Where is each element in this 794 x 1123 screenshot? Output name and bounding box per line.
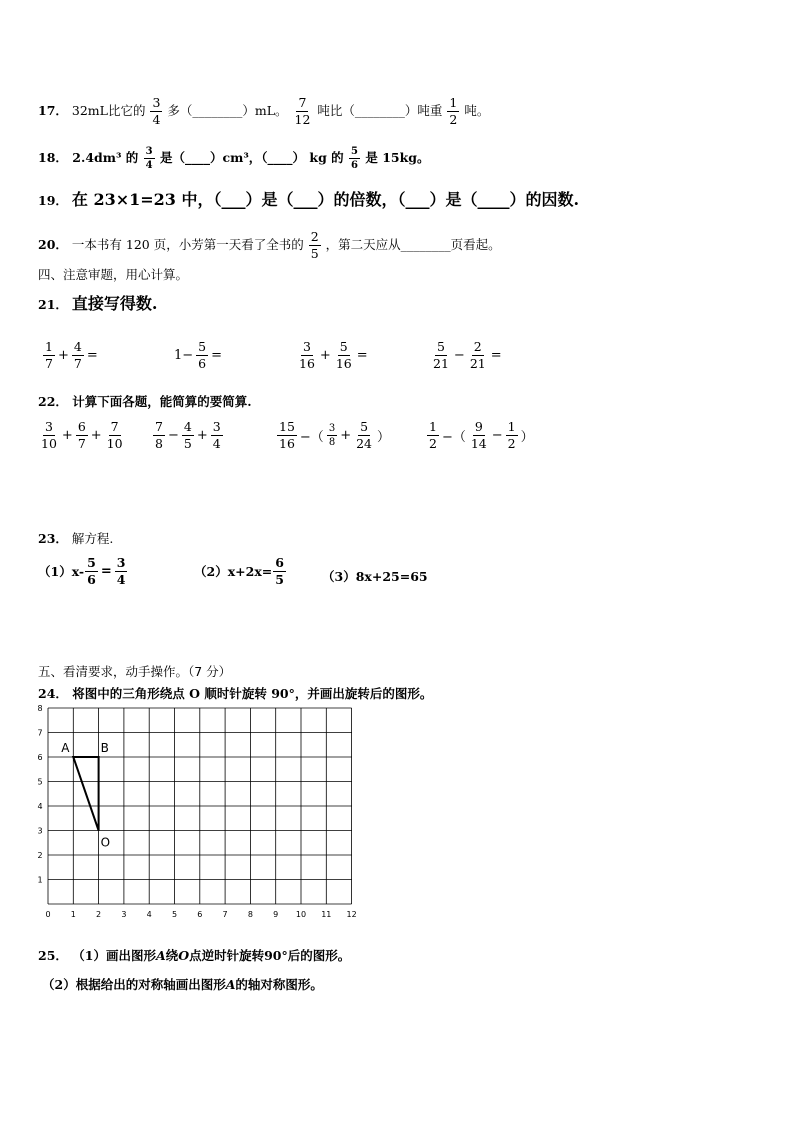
q17-text-2: 多（________）mL。: [167, 102, 288, 118]
coordinate-grid: [30, 704, 370, 932]
equals-sign: =: [86, 347, 98, 363]
fraction: $\frac{3}{16}$: [299, 339, 315, 371]
operator: −（: [299, 429, 324, 445]
x-tick-label: 0: [45, 910, 51, 919]
equation-lead: （1）x-: [38, 564, 85, 580]
q21-item-4: [430, 340, 504, 371]
operator: +: [57, 347, 69, 363]
q22-expr-3: [276, 420, 392, 451]
equals-sign: =: [490, 347, 502, 363]
question-number: 19．: [38, 193, 68, 208]
operator: −: [167, 427, 179, 443]
q18-text-1: 2.4dm³ 的: [72, 150, 139, 165]
fraction: $\frac{1}{2}$: [449, 95, 458, 127]
y-tick-label: 4: [37, 802, 43, 811]
x-tick-label: 10: [295, 910, 307, 919]
question-24: [38, 688, 432, 701]
fraction: $\frac{3}{8}$: [328, 422, 336, 448]
fraction: $\frac{3}{4}$: [212, 419, 221, 451]
equals-sign: =: [211, 347, 223, 363]
fraction: $\frac{5}{6}$: [198, 339, 207, 371]
fraction: $\frac{9}{14}$: [470, 419, 487, 451]
q22-expr-1: [38, 420, 126, 451]
operator: +: [90, 427, 102, 443]
q23-equation-2: [194, 556, 287, 587]
question-17: [38, 96, 489, 127]
question-number: 22．: [38, 394, 68, 409]
question-number: 20．: [38, 236, 68, 252]
fraction: $\frac{3}{4}$: [116, 555, 126, 587]
operator: −: [491, 427, 503, 443]
q21-title: 直接写得数.: [71, 294, 158, 313]
section-5-heading: 五、看清要求，动手操作。（7 分）: [38, 664, 232, 679]
fraction: $\frac{5}{6}$: [87, 555, 96, 587]
q25-text-1: （1）画出图形: [72, 948, 156, 963]
q22-title: 计算下面各题，能简算的要简算.: [72, 394, 252, 409]
q20-text-1: 一本书有 120 页，小芳第一天看了全书的: [71, 236, 304, 252]
x-tick-label: 6: [197, 910, 203, 919]
x-tick-label: 3: [121, 910, 127, 919]
question-number: 17．: [38, 102, 68, 118]
q25-part2-text-1: （2）根据给出的对称轴画出图形: [42, 977, 226, 992]
q22-expr-2: [152, 420, 224, 451]
fraction: $\frac{1}{7}$: [45, 339, 53, 371]
section-4-heading: 四、注意审题，用心计算。: [38, 267, 189, 282]
x-tick-label: 11: [321, 910, 332, 919]
y-axis-labels: [37, 704, 42, 885]
q19-text: 在 23×1=23 中，（___）是（___）的倍数，（___）是（____）的因数.: [71, 190, 580, 209]
fraction: $\frac{7}{8}$: [155, 419, 163, 451]
grid-lines: [48, 708, 352, 904]
fraction: $\frac{5}{21}$: [433, 339, 449, 371]
x-tick-label: 4: [146, 910, 152, 919]
fraction: $\frac{5}{24}$: [356, 419, 372, 451]
operator: +: [340, 427, 352, 443]
fraction: $\frac{3}{4}$: [152, 95, 161, 127]
q17-text-3: 吨比（________）吨重: [317, 102, 443, 118]
x-tick-label: 1: [70, 910, 76, 919]
fraction: $\frac{5}{16}$: [335, 339, 352, 371]
equation-text: （3）8x+25=65: [322, 569, 428, 584]
x-tick-label: 5: [171, 910, 178, 919]
figure-label-A: A: [155, 948, 166, 963]
q25-text-3: 点逆时针旋转90°后的图形。: [189, 948, 351, 963]
question-22: [38, 396, 252, 409]
question-21: [38, 296, 157, 312]
x-tick-label: 8: [247, 910, 253, 919]
question-number: 21．: [38, 297, 68, 312]
fraction: $\frac{2}{5}$: [310, 229, 319, 261]
question-19: [38, 192, 579, 208]
question-number: 25．: [38, 948, 68, 963]
equals-sign: =: [100, 563, 112, 579]
operator: −（: [441, 429, 466, 445]
point-label-O: O: [178, 948, 190, 963]
fraction: $\frac{3}{4}$: [145, 146, 153, 171]
close-paren: ）: [520, 429, 534, 445]
close-paren: ）: [377, 429, 391, 445]
fraction: $\frac{1}{2}$: [429, 419, 437, 451]
point-label-A: A: [61, 741, 70, 755]
operator: +: [61, 427, 73, 443]
q25-text-2: 绕: [165, 948, 179, 963]
q17-text-4: 吨。: [464, 102, 490, 118]
fraction: $\frac{3}{10}$: [41, 419, 57, 451]
point-label-B: B: [100, 741, 109, 755]
operator: −: [453, 347, 465, 363]
q21-item-2: [172, 340, 224, 371]
y-tick-label: 3: [37, 826, 43, 836]
fraction: $\frac{6}{7}$: [77, 419, 86, 451]
operator: +: [196, 427, 208, 443]
operator: +: [319, 347, 331, 363]
y-tick-label: 7: [37, 728, 43, 738]
q25-part2-text-2: 的轴对称图形。: [235, 977, 323, 992]
y-tick-label: 5: [37, 777, 43, 787]
x-tick-label: 2: [96, 910, 102, 919]
q18-text-3: 是 15kg。: [365, 150, 430, 165]
point-label-O: O: [100, 835, 111, 850]
q22-expr-4: [426, 420, 536, 451]
fraction: $\frac{1}{2}$: [507, 419, 516, 451]
q23-equation-3: [322, 567, 428, 585]
figure-label-A: A: [225, 977, 236, 992]
question-18: [38, 146, 430, 171]
operand: 1−: [174, 347, 194, 363]
q21-item-1: [42, 340, 100, 371]
fraction: $\frac{7}{10}$: [106, 419, 123, 451]
q23-equation-1: [38, 556, 128, 587]
question-25: [38, 950, 350, 963]
y-tick-label: 1: [37, 875, 43, 885]
fraction: $\frac{4}{7}$: [73, 339, 82, 371]
question-20: [38, 230, 501, 261]
question-number: 18．: [38, 150, 68, 165]
equals-sign: =: [356, 347, 368, 363]
q24-text: 将图中的三角形绕点 O 顺时针旋转 90°，并画出旋转后的图形。: [72, 686, 433, 701]
y-tick-label: 6: [37, 753, 43, 762]
x-tick-label: 9: [273, 910, 279, 919]
fraction: $\frac{2}{21}$: [469, 339, 486, 371]
fraction: $\frac{6}{5}$: [275, 555, 284, 587]
y-tick-label: 2: [37, 851, 43, 860]
question-number: 24．: [38, 686, 68, 701]
y-tick-label: 8: [37, 704, 43, 713]
x-tick-label: 7: [222, 910, 228, 919]
equation-lead: （2）x+2x=: [194, 564, 273, 580]
q17-text-1: 32mL比它的: [71, 102, 146, 118]
fraction: $\frac{15}{16}$: [279, 419, 295, 451]
fraction: $\frac{4}{5}$: [183, 419, 192, 451]
question-23: [38, 533, 113, 546]
question-number: 23．: [38, 531, 68, 546]
x-axis-labels: [45, 910, 356, 919]
x-tick-label: 12: [346, 910, 357, 919]
triangle-AOB: [73, 757, 98, 831]
q21-item-3: [296, 340, 370, 371]
fraction: $\frac{7}{12}$: [294, 95, 311, 127]
q23-title: 解方程.: [71, 531, 114, 546]
question-25-part-2: [42, 979, 323, 992]
fraction: $\frac{5}{6}$: [351, 146, 358, 171]
q20-text-2: ，第二天应从________页看起。: [325, 236, 501, 252]
q18-text-2: 是（____）cm³，（____） kg 的: [160, 150, 344, 165]
